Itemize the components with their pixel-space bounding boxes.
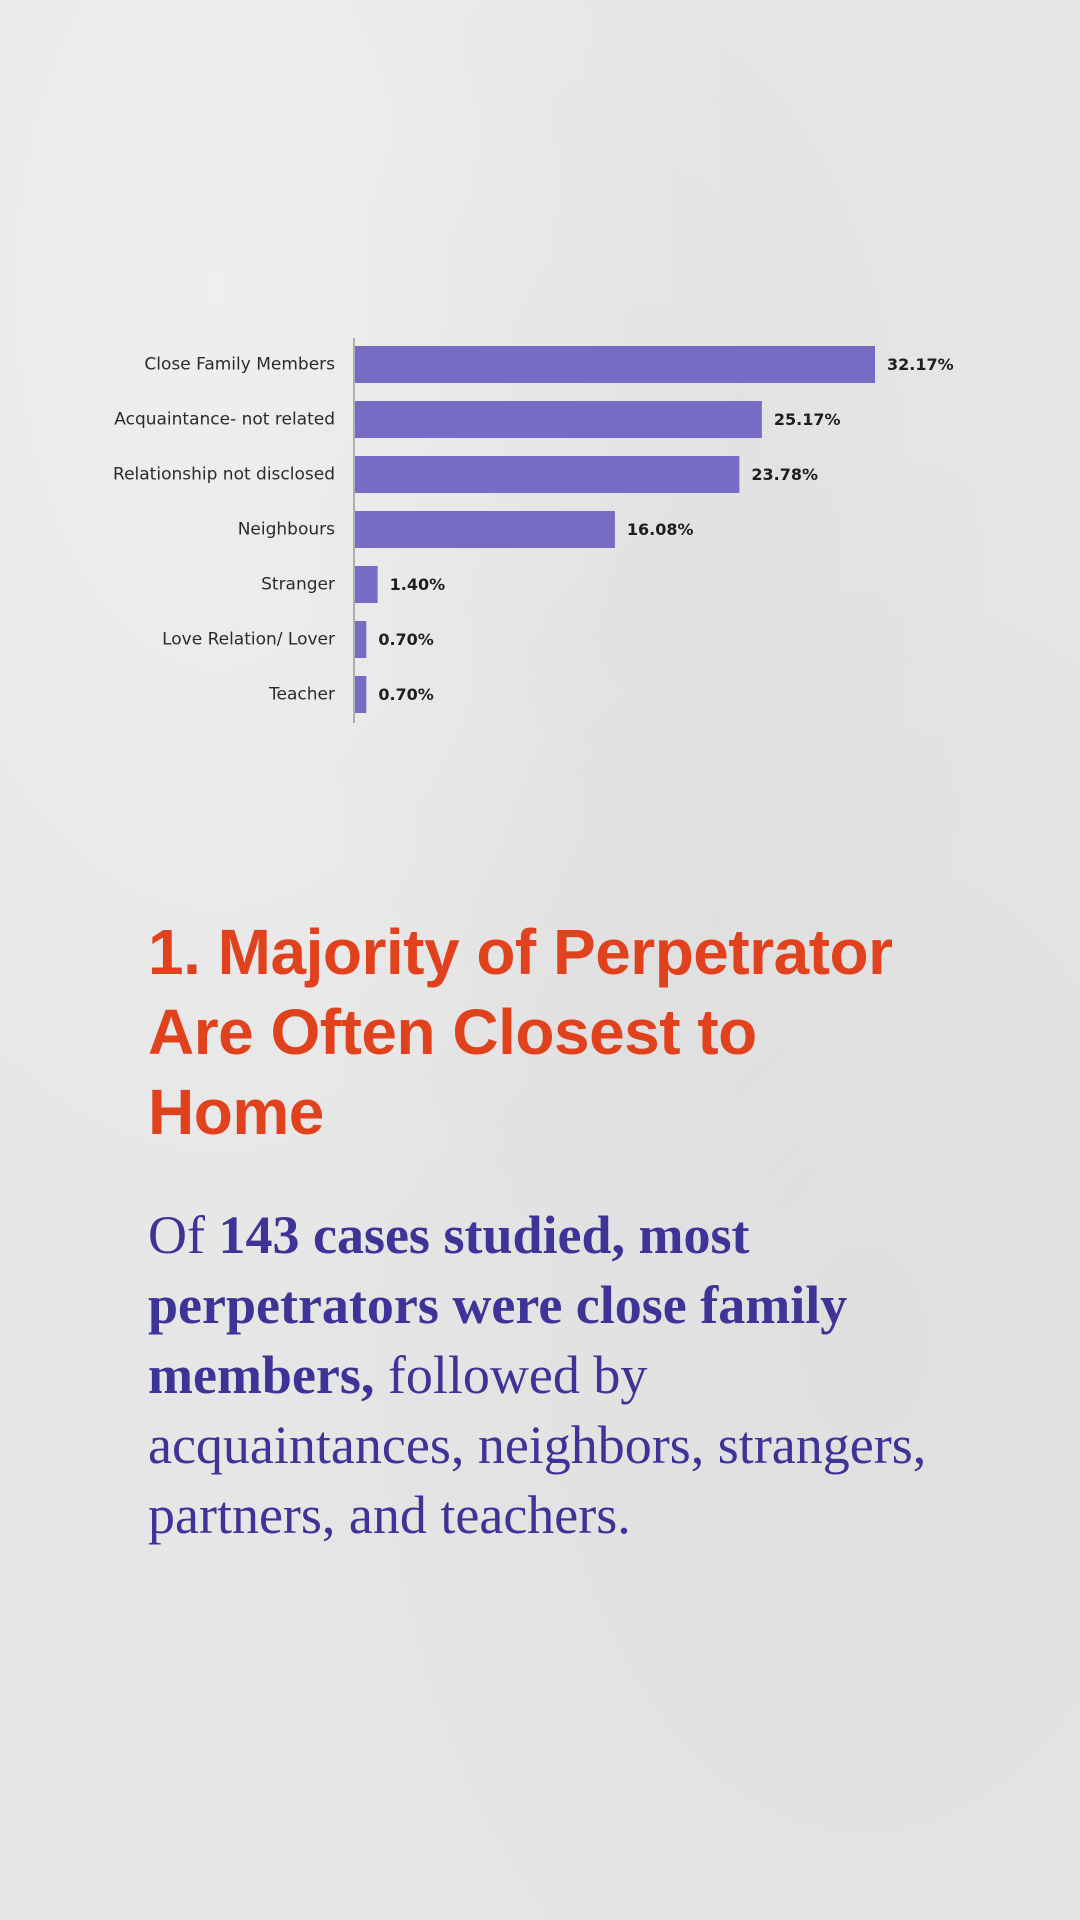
- category-label-0: Close Family Members: [144, 354, 335, 375]
- value-label-5: 0.70%: [378, 630, 434, 649]
- body-lead-text: Of: [148, 1205, 219, 1265]
- bar-2: [355, 456, 739, 493]
- category-label-4: Stranger: [261, 574, 335, 595]
- bar-4: [355, 566, 378, 603]
- value-label-4: 1.40%: [389, 575, 446, 594]
- body-paragraph: [148, 1200, 948, 1550]
- perpetrator-bar-chart: [0, 0, 1080, 760]
- category-label-6: Teacher: [269, 684, 335, 705]
- category-label-3: Neighbours: [237, 519, 335, 540]
- bar-3: [355, 511, 615, 548]
- value-label-0: 32.17%: [887, 355, 954, 374]
- category-label-5: Love Relation/ Lover: [162, 629, 335, 650]
- bar-5: [355, 621, 366, 658]
- body-rest-text: followed by acquaintances, neighbors, strangers, partners, and teachers.: [148, 1345, 927, 1545]
- bar-0: [355, 346, 875, 383]
- value-label-1: 25.17%: [773, 410, 841, 429]
- bar-1: [355, 401, 762, 438]
- value-label-6: 0.70%: [378, 685, 434, 704]
- section-heading: 1. Majority of Perpetrator Are Often Closest to Home: [148, 916, 893, 1148]
- value-label-3: 16.08%: [626, 520, 694, 539]
- category-label-1: Acquaintance- not related: [114, 409, 335, 430]
- category-label-2: Relationship not disclosed: [113, 464, 335, 485]
- value-label-2: 23.78%: [751, 465, 819, 484]
- body-bold-text: 143 cases studied, most perpetrators were close family members,: [148, 1205, 848, 1405]
- bar-6: [355, 676, 366, 713]
